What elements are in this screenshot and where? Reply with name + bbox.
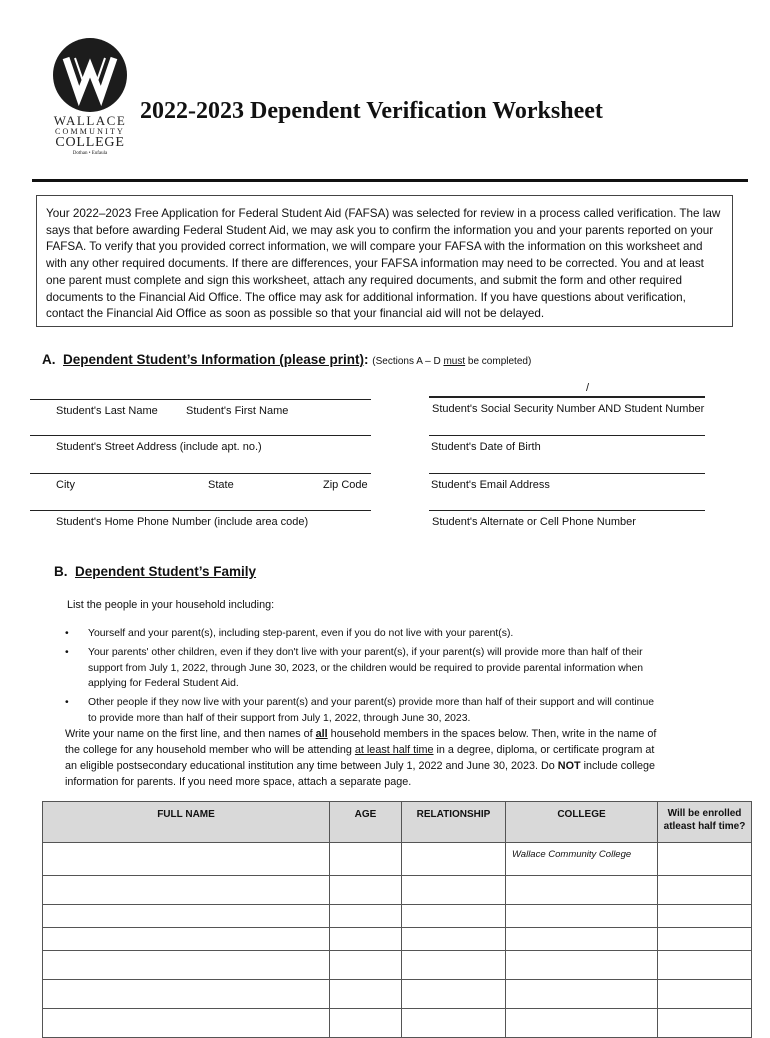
alt-phone-line[interactable] <box>429 510 705 511</box>
intro-box <box>36 195 733 327</box>
college-cell[interactable] <box>506 1009 658 1038</box>
section-a-letter: A. <box>42 352 56 367</box>
zip-label: Zip Code <box>323 479 368 491</box>
college-cell[interactable] <box>506 951 658 980</box>
full-name-cell[interactable] <box>43 928 330 951</box>
relationship-cell[interactable] <box>402 905 506 928</box>
instructions-half-time: at least half time <box>354 744 434 756</box>
dob-line[interactable] <box>429 435 705 436</box>
alt-phone-label: Student's Alternate or Cell Phone Number <box>432 516 636 528</box>
instructions-part3: in a degree, diploma, or certificate program at an eligible postsecondary educational institution any time between July 1, 2022 and June 30, 2023. Do <box>65 744 655 772</box>
bullet-item <box>65 645 665 692</box>
instructions-part4: include college information for parents. If you need more space, attach a separate page. <box>65 760 656 788</box>
state-label: State <box>208 479 234 491</box>
instructions-not: NOT <box>557 760 581 772</box>
email-line[interactable] <box>429 473 705 474</box>
college-cell[interactable] <box>506 876 658 905</box>
enrolled-header-line1: Will be enrolled <box>667 808 742 819</box>
intro-text: Your 2022–2023 Free Application for Federal Student Aid (FAFSA) was selected for review in a process called verification. The law says that before awarding Federal Student Aid, we may ask you to confirm the information you and your parents reported on your FAFSA. To verify that you provided correct information, we will compare your FAFSA with the information on this worksheet and with any other required documents. If there are differences, your FAFSA information may need to be corrected. You and at least one parent must complete and sign this worksheet, attach any required documents, and submit the form and other required documents to the Financial Aid Office. The office may ask for additional information. If you have questions about verification, contact the Financial Aid Office as soon as possible so that your financial aid will not be delayed. <box>46 207 721 321</box>
logo-campuses: Dothan • Eufaula <box>72 151 108 156</box>
bullet-text: Yourself and your parent(s), including step-parent, even if you do not live with your parent(s). <box>88 628 514 639</box>
section-a-heading <box>42 352 531 367</box>
full-name-cell[interactable] <box>43 980 330 1009</box>
email-label: Student's Email Address <box>431 479 550 491</box>
age-cell[interactable] <box>330 843 402 876</box>
full-name-cell[interactable] <box>43 905 330 928</box>
college-cell[interactable]: Wallace Community College <box>506 843 658 876</box>
enrolled-header-line2: atleast half time? <box>663 821 746 832</box>
household-table <box>42 801 752 1038</box>
relationship-cell[interactable] <box>402 928 506 951</box>
home-phone-label: Student's Home Phone Number (include area code) <box>56 516 309 528</box>
age-cell[interactable] <box>330 1009 402 1038</box>
dob-label: Student's Date of Birth <box>431 441 541 453</box>
family-instructions <box>65 726 660 790</box>
age-header: AGE <box>330 802 402 843</box>
instructions-all: all <box>315 728 328 740</box>
instructions-part2: household members in the spaces below. Then, write in the name of the college for any household member who will be attending <box>65 728 657 756</box>
full-name-header: FULL NAME <box>43 802 330 843</box>
title-divider <box>32 179 748 182</box>
relationship-cell[interactable] <box>402 843 506 876</box>
table-row <box>43 1009 752 1038</box>
relationship-header: RELATIONSHIP <box>402 802 506 843</box>
section-b-letter: B. <box>54 564 68 579</box>
note-suffix: be completed) <box>465 356 532 367</box>
enrolled-header <box>658 802 752 843</box>
college-cell[interactable] <box>506 980 658 1009</box>
enrolled-cell[interactable] <box>658 905 752 928</box>
household-bullet-list <box>65 626 665 730</box>
enrolled-cell[interactable] <box>658 876 752 905</box>
age-cell[interactable] <box>330 876 402 905</box>
household-list-intro: List the people in your household including: <box>67 599 275 611</box>
full-name-cell[interactable] <box>43 876 330 905</box>
table-row <box>43 876 752 905</box>
section-b-heading <box>54 564 256 579</box>
section-a-colon: : <box>364 352 369 367</box>
full-name-cell[interactable] <box>43 951 330 980</box>
logo-name-line1: WALLACE <box>53 113 127 128</box>
age-cell[interactable] <box>330 905 402 928</box>
college-cell[interactable] <box>506 905 658 928</box>
college-header: COLLEGE <box>506 802 658 843</box>
age-cell[interactable] <box>330 980 402 1009</box>
ssn-label: Student's Social Security Number AND Student Number <box>432 403 705 415</box>
logo-name-line2: COMMUNITY <box>54 127 126 136</box>
bullet-item <box>65 626 665 642</box>
note-must: must <box>443 356 466 367</box>
age-cell[interactable] <box>330 928 402 951</box>
last-first-name-line[interactable] <box>30 399 371 400</box>
enrolled-cell[interactable] <box>658 980 752 1009</box>
city-state-zip-line[interactable] <box>30 473 371 474</box>
w-letter-logo-icon <box>53 38 127 112</box>
relationship-cell[interactable] <box>402 951 506 980</box>
relationship-cell[interactable] <box>402 980 506 1009</box>
enrolled-cell[interactable] <box>658 1009 752 1038</box>
college-cell[interactable] <box>506 928 658 951</box>
first-name-label: Student's First Name <box>186 405 289 417</box>
section-a-note <box>372 356 531 367</box>
full-name-cell[interactable] <box>43 1009 330 1038</box>
table-row <box>43 928 752 951</box>
last-name-label: Student's Last Name <box>56 405 158 417</box>
bullet-text: Your parents' other children, even if they don't live with your parent(s), if your parent(s) will provide more than half of their support from July 1, 2022, through June 30, 2023, or the children would be required to provide parental information when applying for Federal Student Aid. <box>88 646 644 690</box>
relationship-cell[interactable] <box>402 876 506 905</box>
table-row <box>43 843 752 876</box>
enrolled-cell[interactable] <box>658 928 752 951</box>
ssn-separator: / <box>586 382 590 394</box>
table-row <box>43 905 752 928</box>
table-row <box>43 980 752 1009</box>
street-address-label: Student's Street Address (include apt. no.) <box>56 441 262 453</box>
note-prefix: (Sections A – D <box>372 356 444 367</box>
bullet-icon: • <box>65 697 69 709</box>
section-b-title: Dependent Student’s Family <box>75 564 257 579</box>
college-logo-emblem <box>53 38 127 112</box>
bullet-item <box>65 695 665 727</box>
city-label: City <box>56 479 75 491</box>
enrolled-cell[interactable] <box>658 843 752 876</box>
ssn-line[interactable] <box>429 396 705 398</box>
instructions-part1: Write your name on the first line, and then names of <box>65 728 316 740</box>
logo-name-line3: COLLEGE <box>55 135 125 150</box>
home-phone-line[interactable] <box>30 510 371 511</box>
bullet-icon: • <box>65 646 69 658</box>
age-cell[interactable] <box>330 951 402 980</box>
section-a-title: Dependent Student’s Information (please print) <box>63 352 365 367</box>
page-title: 2022-2023 Dependent Verification Worksheet <box>140 98 603 124</box>
bullet-text: Other people if they now live with your parent(s) and your parent(s) provide more than half of their support and will continue to provide more than half of their support from July 1, 2022, through June 30, 2023. <box>88 697 655 724</box>
table-row <box>43 951 752 980</box>
street-address-line[interactable] <box>30 435 371 436</box>
bullet-icon: • <box>65 628 69 639</box>
relationship-cell[interactable] <box>402 1009 506 1038</box>
enrolled-cell[interactable] <box>658 951 752 980</box>
table-header-row <box>43 802 752 843</box>
full-name-cell[interactable] <box>43 843 330 876</box>
